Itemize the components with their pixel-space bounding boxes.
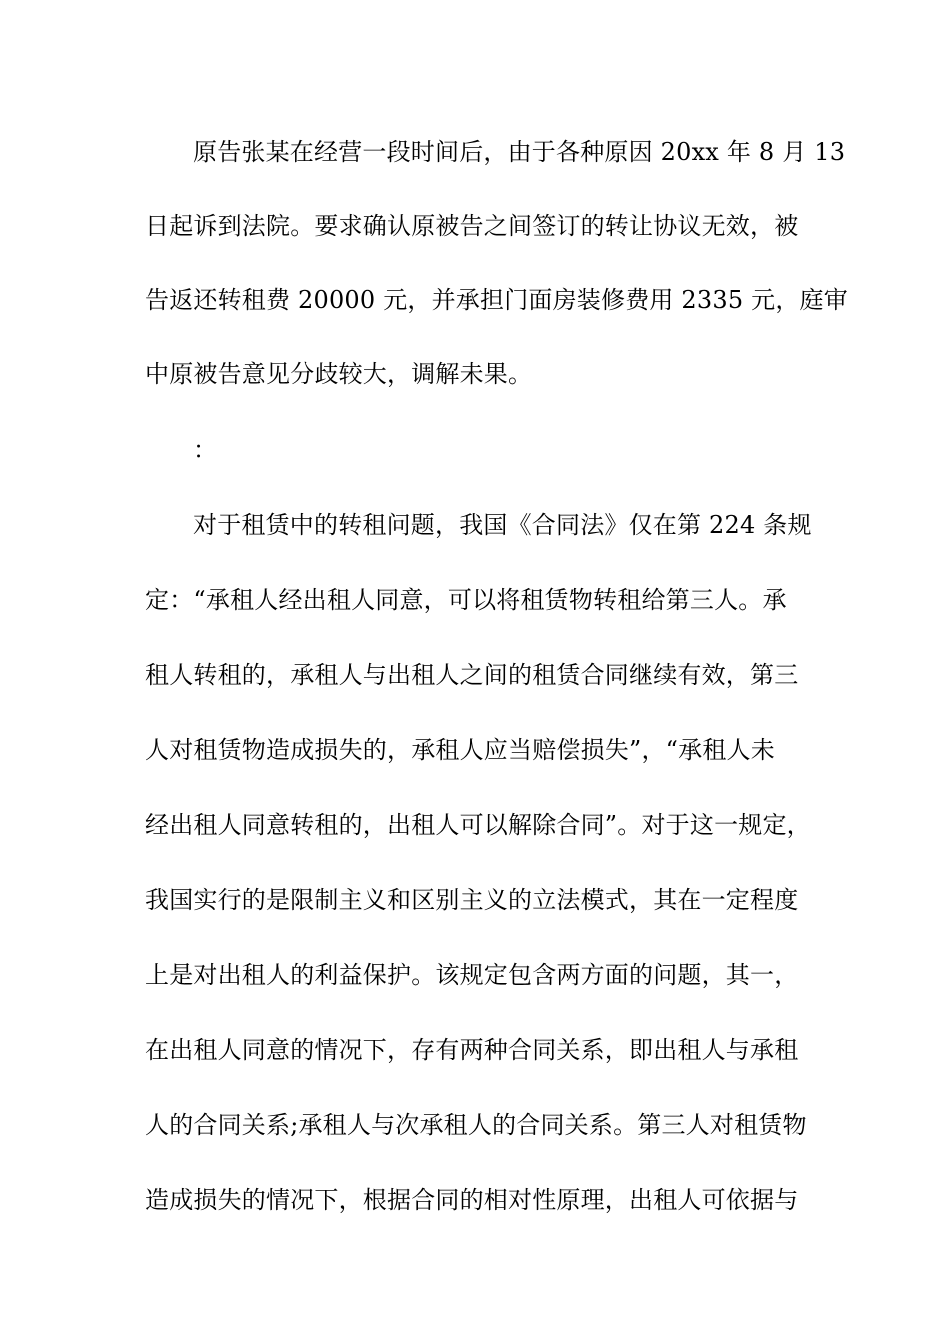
paragraph-2-line-6: 我国实行的是限制主义和区别主义的立法模式，其在一定程度 (145, 886, 799, 914)
paragraph-2-line-3: 租人转租的，承租人与出租人之间的租赁合同继续有效，第三 (145, 661, 799, 689)
paragraph-2-line-2: 定：“承租人经出租人同意，可以将租赁物转租给第三人。承 (145, 586, 787, 614)
paragraph-2-line-5: 经出租人同意转租的，出租人可以解除合同”。对于这一规定， (145, 811, 811, 839)
paragraph-2-line-10: 造成损失的情况下，根据合同的相对性原理，出租人可依据与 (145, 1186, 799, 1214)
paragraph-1-line-3: 告返还转租费 20000 元，并承担门面房装修费用 2335 元，庭审 (145, 286, 848, 314)
paragraph-2-line-7: 上是对出租人的利益保护。该规定包含两方面的问题，其一， (145, 961, 799, 989)
paragraph-1-line-4: 中原被告意见分歧较大，调解未果。 (145, 360, 533, 388)
paragraph-2-line-9: 人的合同关系;承租人与次承租人的合同关系。第三人对租赁物 (145, 1111, 807, 1139)
paragraph-1-line-1: 原告张某在经营一段时间后，由于各种原因 20xx 年 8 月 13 (193, 138, 846, 166)
heading-colon: ： (193, 436, 218, 464)
paragraph-2-line-1: 对于租赁中的转租问题，我国《合同法》仅在第 224 条规 (193, 511, 812, 539)
paragraph-2-line-8: 在出租人同意的情况下，存有两种合同关系，即出租人与承租 (145, 1036, 799, 1064)
paragraph-1-line-2: 日起诉到法院。要求确认原被告之间签订的转让协议无效，被 (145, 212, 799, 240)
paragraph-2-line-4: 人对租赁物造成损失的，承租人应当赔偿损失”，“承租人未 (145, 736, 775, 764)
